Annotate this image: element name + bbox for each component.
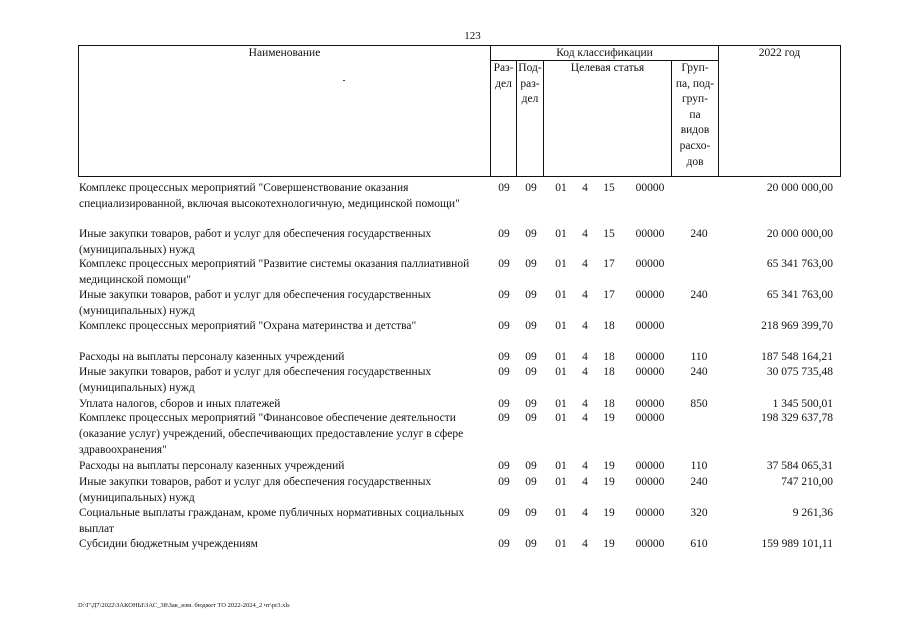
row-target-type: 4 (582, 476, 588, 488)
row-vid: 240 (690, 476, 708, 488)
row-target-type: 4 (582, 351, 588, 363)
row-podrazdel: 09 (525, 412, 537, 424)
row-target-program: 01 (555, 460, 567, 472)
row-amount: 65 341 763,00 (766, 258, 833, 270)
row-name: Расходы на выплаты персоналу казенных учреждений (79, 460, 345, 472)
row-target-subprogram: 15 (603, 228, 615, 240)
row-vid: 850 (690, 398, 708, 410)
header-vid-line: па, под- (675, 77, 715, 90)
row-target-subprogram: 17 (603, 289, 615, 301)
header-podrazdel-line: раз- (520, 77, 540, 90)
row-podrazdel: 09 (525, 351, 537, 363)
row-razdel: 09 (498, 460, 510, 472)
row-target-program: 01 (555, 320, 567, 332)
header-code-group: Код классификации (491, 46, 719, 61)
row-vid: 240 (690, 289, 708, 301)
header-razdel-line: дел (495, 77, 512, 90)
row-razdel: 09 (498, 351, 510, 363)
header-vid-line: груп- (681, 93, 709, 106)
row-amount: 198 329 637,78 (761, 412, 833, 424)
row-amount: 747 210,00 (781, 476, 833, 488)
row-name: Иные закупки товаров, работ и услуг для обеспечения государственных (муниципальных) нужд (79, 366, 432, 394)
header-vid-line: па (689, 108, 701, 121)
row-razdel: 09 (498, 182, 510, 194)
row-podrazdel: 09 (525, 476, 537, 488)
row-target-program: 01 (555, 182, 567, 194)
row-target-type: 4 (582, 228, 588, 240)
row-podrazdel: 09 (525, 320, 537, 332)
row-target-subprogram: 15 (603, 182, 615, 194)
row-podrazdel: 09 (525, 538, 537, 550)
row-target-subprogram: 19 (603, 507, 615, 519)
row-target-direction: 00000 (635, 228, 665, 240)
row-target-program: 01 (555, 289, 567, 301)
row-razdel: 09 (498, 507, 510, 519)
row-target-subprogram: 18 (603, 366, 615, 378)
row-podrazdel: 09 (525, 289, 537, 301)
header-podrazdel-line: дел (521, 93, 539, 106)
header-podrazdel-line: Под- (518, 62, 542, 74)
row-target-type: 4 (582, 538, 588, 550)
row-target-subprogram: 19 (603, 476, 615, 488)
row-amount: 20 000 000,00 (766, 182, 833, 194)
row-target-type: 4 (582, 507, 588, 519)
row-razdel: 09 (498, 228, 510, 240)
row-name: Комплекс процессных мероприятий "Охрана материнства и детства" (79, 320, 417, 332)
header-razdel-line: Раз- (493, 62, 514, 74)
header-vid-line: дов (686, 155, 704, 168)
row-razdel: 09 (498, 412, 510, 424)
row-target-type: 4 (582, 460, 588, 472)
header-name: Наименование (79, 46, 491, 177)
row-name: Комплекс процессных мероприятий "Финансовое обеспечение деятельности (оказание услуг) учреждений, обеспечивающих предоставление услуг в сфере здравоохранения" (79, 412, 464, 456)
row-target-direction: 00000 (635, 289, 665, 301)
row-target-program: 01 (555, 412, 567, 424)
row-target-program: 01 (555, 398, 567, 410)
row-podrazdel: 09 (525, 228, 537, 240)
row-podrazdel: 09 (525, 182, 537, 194)
header-target: Целевая статья (544, 61, 672, 177)
header-year: 2022 год (719, 46, 841, 177)
row-amount: 187 548 164,21 (761, 351, 833, 363)
row-target-program: 01 (555, 476, 567, 488)
row-podrazdel: 09 (525, 258, 537, 270)
row-target-direction: 00000 (635, 258, 665, 270)
row-vid: 320 (690, 507, 708, 519)
row-amount: 9 261,36 (792, 507, 833, 519)
row-amount: 159 989 101,11 (761, 538, 833, 550)
row-target-type: 4 (582, 398, 588, 410)
row-podrazdel: 09 (525, 366, 537, 378)
row-target-direction: 00000 (635, 182, 665, 194)
row-target-program: 01 (555, 366, 567, 378)
row-vid: 610 (690, 538, 708, 550)
row-target-subprogram: 18 (603, 351, 615, 363)
row-razdel: 09 (498, 289, 510, 301)
row-target-direction: 00000 (635, 366, 665, 378)
row-razdel: 09 (498, 258, 510, 270)
row-podrazdel: 09 (525, 460, 537, 472)
row-target-type: 4 (582, 289, 588, 301)
row-target-program: 01 (555, 507, 567, 519)
row-name: Иные закупки товаров, работ и услуг для обеспечения государственных (муниципальных) нужд (79, 228, 432, 256)
row-target-type: 4 (582, 320, 588, 332)
row-target-direction: 00000 (635, 351, 665, 363)
row-target-program: 01 (555, 538, 567, 550)
row-amount: 37 584 065,31 (766, 460, 833, 472)
row-name: Комплекс процессных мероприятий "Совершенствование оказания специализированной, включая высокотехнологичную, медицинской помощи" (79, 182, 460, 210)
page-number: 123 (464, 30, 481, 42)
row-target-subprogram: 18 (603, 320, 615, 332)
row-razdel: 09 (498, 476, 510, 488)
row-name: Уплата налогов, сборов и иных платежей (79, 398, 281, 410)
row-name: Иные закупки товаров, работ и услуг для обеспечения государственных (муниципальных) нужд (79, 289, 432, 317)
row-target-subprogram: 19 (603, 412, 615, 424)
row-razdel: 09 (498, 320, 510, 332)
row-name: Иные закупки товаров, работ и услуг для обеспечения государственных (муниципальных) нужд (79, 476, 432, 504)
row-razdel: 09 (498, 398, 510, 410)
row-target-subprogram: 18 (603, 398, 615, 410)
row-target-program: 01 (555, 228, 567, 240)
row-name: Комплекс процессных мероприятий "Развитие системы оказания паллиативной медицинской помощи" (79, 258, 470, 286)
row-amount: 30 075 735,48 (766, 366, 833, 378)
row-podrazdel: 09 (525, 507, 537, 519)
row-target-program: 01 (555, 351, 567, 363)
row-target-direction: 00000 (635, 460, 665, 472)
row-vid: 240 (690, 228, 708, 240)
row-target-type: 4 (582, 412, 588, 424)
row-target-subprogram: 17 (603, 258, 615, 270)
row-target-direction: 00000 (635, 412, 665, 424)
header-vid-line: Груп- (681, 62, 709, 74)
row-target-type: 4 (582, 366, 588, 378)
row-vid: 110 (690, 460, 708, 472)
row-target-subprogram: 19 (603, 460, 615, 472)
row-target-direction: 00000 (635, 538, 665, 550)
row-razdel: 09 (498, 366, 510, 378)
row-razdel: 09 (498, 538, 510, 550)
row-target-direction: 00000 (635, 476, 665, 488)
row-name: Расходы на выплаты персоналу казенных учреждений (79, 351, 345, 363)
header-vid-line: видов (680, 124, 710, 137)
row-name: Социальные выплаты гражданам, кроме публичных нормативных социальных выплат (79, 507, 465, 535)
row-target-type: 4 (582, 258, 588, 270)
row-amount: 20 000 000,00 (766, 228, 833, 240)
row-amount: 1 345 500,01 (772, 398, 833, 410)
row-target-program: 01 (555, 258, 567, 270)
row-podrazdel: 09 (525, 398, 537, 410)
row-vid: 110 (690, 351, 708, 363)
row-amount: 65 341 763,00 (766, 289, 833, 301)
row-target-type: 4 (582, 182, 588, 194)
row-target-direction: 00000 (635, 398, 665, 410)
header-vid-line: расхо- (679, 139, 711, 152)
row-target-direction: 00000 (635, 507, 665, 519)
file-path-footer: D:\Г\Д7\2022\ЗАКОНЫ\ЗАС_38\Зак_изм. бюджет ТО 2022-2024_2 чт\pr3.xls (78, 602, 290, 609)
row-vid: 240 (690, 366, 708, 378)
row-target-direction: 00000 (635, 320, 665, 332)
row-name: Субсидии бюджетным учреждениям (79, 538, 258, 550)
row-amount: 218 969 399,70 (761, 320, 833, 332)
row-target-subprogram: 19 (603, 538, 615, 550)
